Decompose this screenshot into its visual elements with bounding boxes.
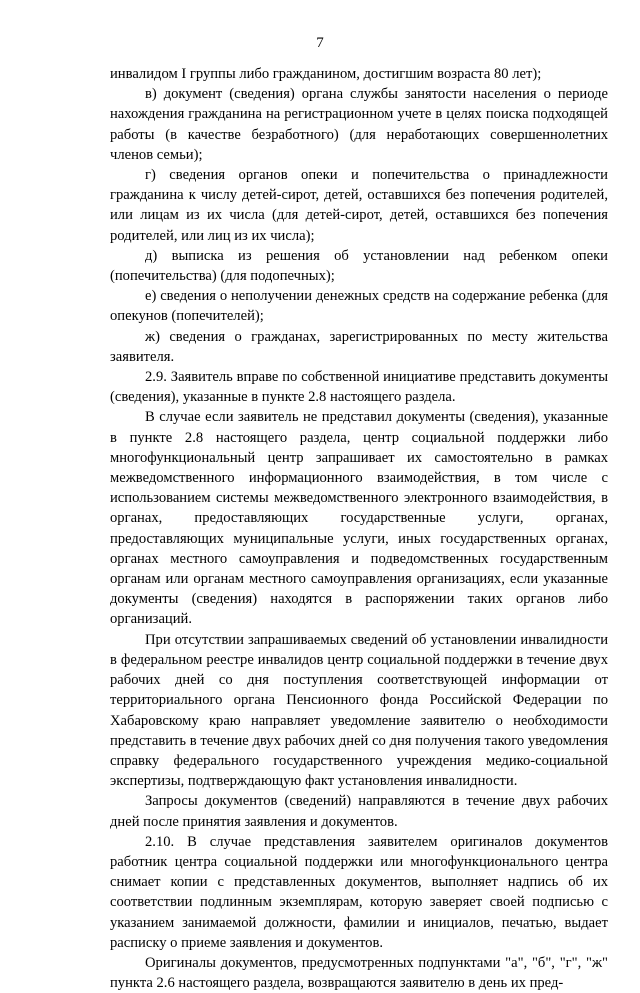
paragraph-2-10: 2.10. В случае представления заявителем оригиналов документов работник центра социальной поддержки или многофункционального центра снимает копии с представленных документов, выполняет надпись об их соответствии подлинным экземплярам, которую заверяет своей подписью с указанием занимаемой должности, фамилии и инициалов, печатью, выдает расписку о приеме заявления и документов.: [110, 833, 608, 951]
paragraph-item-zh: ж) сведения о гражданах, зарегистрированных по месту жительства заявителя.: [110, 328, 608, 365]
paragraph-disability-registry: При отсутствии запрашиваемых сведений об установлении инвалидности в федеральном реестре инвалидов центр социальной поддержки в течение двух рабочих дней со дня поступления соответствующей информации от территориального органа Пенсионного фонда Российской Федерации по Хабаровскому краю направляет уведомление заявителю о необходимости представить в течение двух рабочих дней со дня получения такого уведомления справку федерального государственного учреждения медико-социальной экспертизы, подтверждающую факт установления инвалидности.: [110, 631, 608, 790]
document-body: [110, 64, 608, 993]
paragraph-item-g: г) сведения органов опеки и попечительства о принадлежности гражданина к числу детей-сирот, детей, оставшихся без попечения родителей, или лицам из их числа (для детей-сирот, детей, оставшихся без попечения родителей, или лиц из их числа);: [110, 167, 608, 244]
paragraph-originals-return: Оригиналы документов, предусмотренных подпунктами "а", "б", "г", "ж" пункта 2.6 настоящего раздела, возвращаются заявителю в день их пред-: [110, 954, 608, 992]
paragraph-interagency-request: В случае если заявитель не представил документы (сведения), указанные в пункте 2.8 настоящего раздела, центр социальной поддержки либо многофункциональный центр запрашивает их самостоятельно в рамках межведомственного информационного взаимодействия, в том числе с использованием системы межведомственного электронного взаимодействия, в органах, предоставляющих государственные услуги, органах, предоставляющих муниципальные услуги, иных государственных органах, органах местного самоуправления и подведомственных государственным органам или органам местного самоуправления организациях, если указанные документы (сведения) находятся в распоряжении таких органов либо организаций.: [110, 409, 608, 628]
paragraph-continuation: инвалидом I группы либо гражданином, достигшим возраста 80 лет);: [110, 66, 542, 82]
paragraph-2-9: 2.9. Заявитель вправе по собственной инициативе представить документы (сведения), указанные в пункте 2.8 настоящего раздела.: [110, 369, 608, 406]
paragraph-item-d: д) выписка из решения об установлении над ребенком опеки (попечительства) (для подопечных);: [110, 247, 608, 285]
paragraph-item-v: в) документ (сведения) органа службы занятости населения о периоде нахождения гражданина на регистрационном учете в целях поиска подходящей работы (в качестве безработного) (для неработающих совершеннолетних членов семьи);: [110, 86, 608, 163]
page-number: 7: [316, 35, 324, 51]
paragraph-item-e: е) сведения о неполучении денежных средств на содержание ребенка (для опекунов (попечителей);: [110, 288, 608, 325]
paragraph-request-deadline: Запросы документов (сведений) направляются в течение двух рабочих дней после принятия заявления и документов.: [110, 793, 608, 830]
